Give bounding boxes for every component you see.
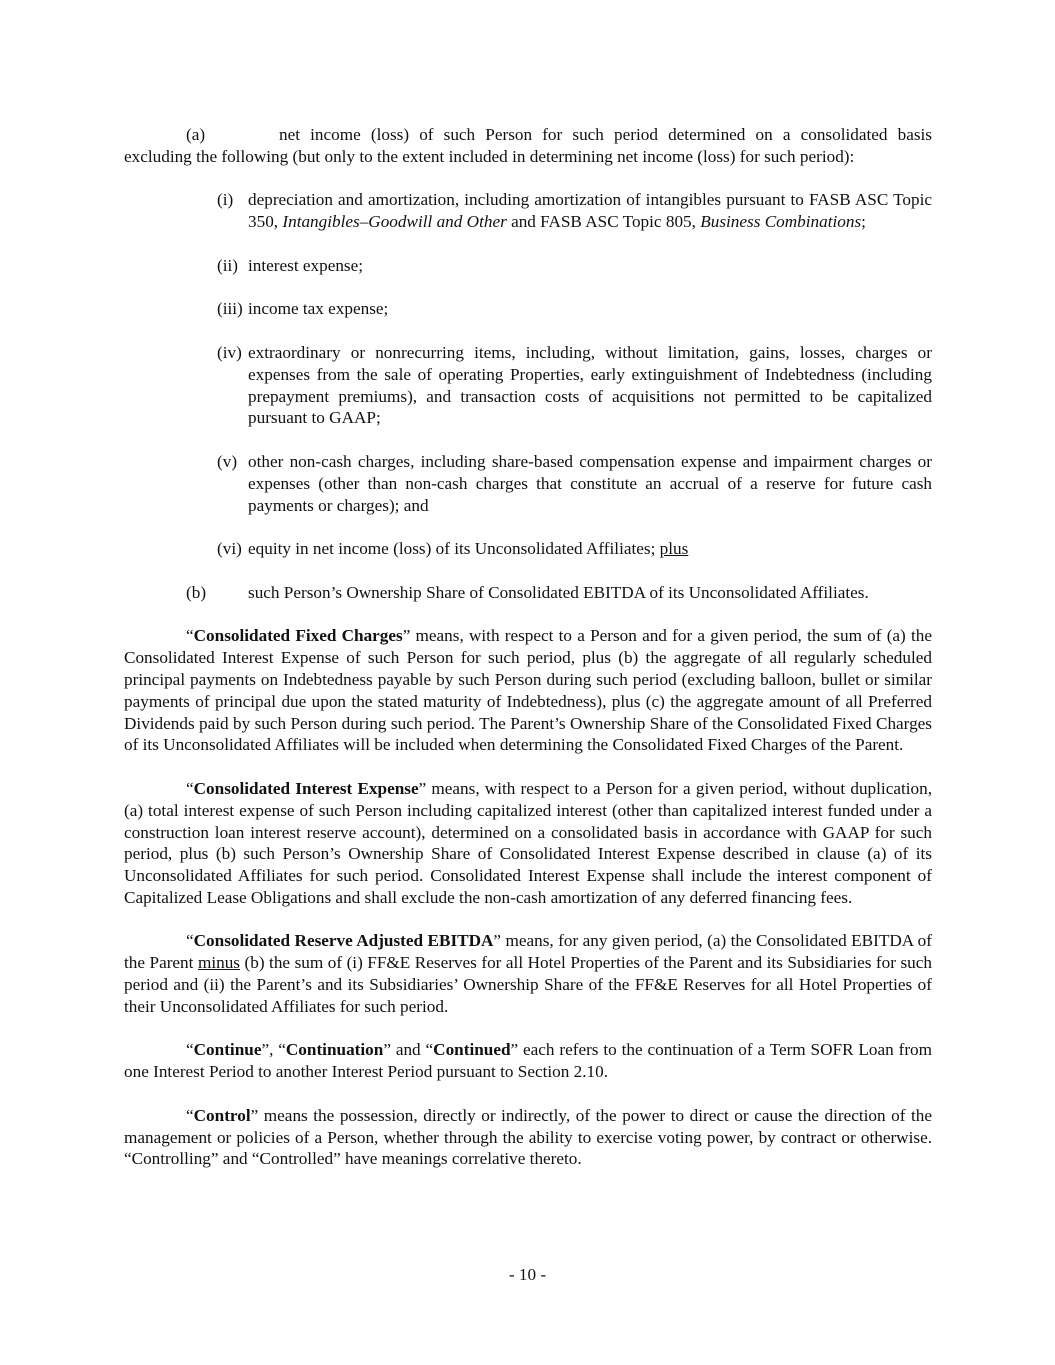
item-italic-title: Intangibles–Goodwill and Other [282,212,507,232]
list-item [217,189,932,233]
quote-mark: “ [186,778,194,798]
list-item [217,255,932,277]
definition-text: ” means, for any given period, (a) the Consolidated EBITDA of the Parent [124,931,932,973]
definition-text: (b) the sum of (i) FF&E Reserves for all Hotel Properties of the Parent and its Subsidiaries for such period and (ii) the Parent’s and its Subsidiaries’ Ownership Share of the FF&E Reserves for all Hotel Properties of their Unconsolidated Affiliates for such period. [124,953,932,1016]
underlined-word: minus [197,953,240,973]
item-text [248,538,932,560]
definition-text: ” means, with respect to a Person for a given period, without duplication, (a) total interest expense of such Person including capitalized interest (other than capitalized interest funded under a construction loan interest reserve account), determined on a consolidated basis in accordance with GAAP for such period, plus (b) such Person’s Ownership Share of Consolidated Interest Expense described in clause (a) of its Unconsolidated Affiliates for such period. Consolidated Interest Expense shall include the interest component of Capitalized Lease Obligations and shall exclude the non-cash amortization of any deferred financing fees. [124,778,932,907]
defined-term: Consolidated Fixed Charges [193,626,403,646]
item-text: other non-cash charges, including share-based compensation expense and impairment charges or expenses (other than non-cash charges that constitute an accrual of a reserve for future cash payments or charges); and [248,451,932,515]
quote-mark: “ [186,931,194,951]
defined-term: Continued [433,1040,511,1060]
definition-text: ” means the possession, directly or indirectly, of the power to direct or cause the direction of the management or policies of a Person, whether through the ability to exercise voting power, by contract or otherwise. “Controlling” and “Controlled” have meanings correlative thereto. [124,1105,932,1169]
item-number: (iii) [217,299,243,319]
item-number: (iv) [217,342,242,362]
item-number: (ii) [217,255,238,275]
definition-control [124,1105,932,1170]
item-text-part: and FASB ASC Topic 805, [506,212,701,232]
defined-term: Continue [193,1040,262,1060]
list-item [217,538,932,560]
item-italic-title: Business Combinations [700,212,862,232]
list-item [217,298,932,320]
defined-term: Continuation [285,1040,384,1060]
document-body [124,124,932,1192]
list-item [217,342,932,429]
item-text-part: equity in net income (loss) of its Unconsolidated Affiliates; [248,539,660,559]
quote-mark: ”, “ [261,1040,286,1060]
clause-a-label: (a) [186,125,206,144]
definition-text: ” each refers to the continuation of a Term SOFR Loan from one Interest Period to another Interest Period pursuant to Section 2.10. [124,1040,933,1082]
definition-consolidated-interest-expense [124,778,932,909]
definition-text: ” means, with respect to a Person and for a given period, the sum of (a) the Consolidated Interest Expense of such Person for such period, plus (b) the aggregate of all regularly scheduled principal payments on Indebtedness payable by such Person during such period (excluding balloon, bullet or similar payments of principal due upon the stated maturity of Indebtedness), plus (c) the aggregate amount of all Preferred Dividends paid by such Person during such period. The Parent’s Ownership Share of the Consolidated Fixed Charges of its Unconsolidated Affiliates will be included when determining the Consolidated Fixed Charges of the Parent. [124,626,932,755]
clause-b-text: such Person’s Ownership Share of Consolidated EBITDA of its Unconsolidated Affiliates. [248,582,869,602]
item-text-part: depreciation and amortization, including amortization of intangibles pursuant to FASB ASC Topic 350, [248,190,932,232]
quote-mark: “ [186,1105,194,1125]
defined-term: Consolidated Reserve Adjusted EBITDA [193,931,494,951]
defined-term: Control [193,1105,251,1125]
quote-mark: “ [186,626,194,646]
clause-a-first-line [124,124,932,146]
item-number: (i) [217,190,234,210]
clause-a-text-line1: net income (loss) of such Person for such period determined on a consolidated basis [279,125,932,144]
item-number: (v) [217,451,238,471]
quote-mark: “ [186,1040,194,1060]
item-number: (vi) [217,539,242,559]
list-item [217,451,932,516]
item-underlined-word: plus [659,539,689,559]
clause-a [124,124,932,168]
item-text [248,189,932,233]
quote-mark: ” and “ [383,1040,434,1060]
defined-term: Consolidated Interest Expense [193,778,419,798]
item-text: income tax expense; [248,299,389,319]
clause-a-text-rest: excluding the following (but only to the extent included in determining net income (loss) for such period): [124,146,855,166]
item-text-part: ; [861,212,866,232]
clause-b-label: (b) [186,582,207,602]
definition-consolidated-fixed-charges [124,625,932,756]
item-text: interest expense; [248,255,364,275]
item-text: extraordinary or nonrecurring items, including, without limitation, gains, losses, charges or expenses from the sale of operating Properties, early extinguishment of Indebtedness (including prepayment premiums), and transaction costs of acquisitions not permitted to be capitalized pursuant to GAAP; [248,342,932,428]
definition-continue [124,1039,932,1083]
clause-b [124,582,932,604]
page-number: - 10 - [508,1265,547,1284]
definition-consolidated-reserve-adjusted-ebitda [124,930,932,1017]
